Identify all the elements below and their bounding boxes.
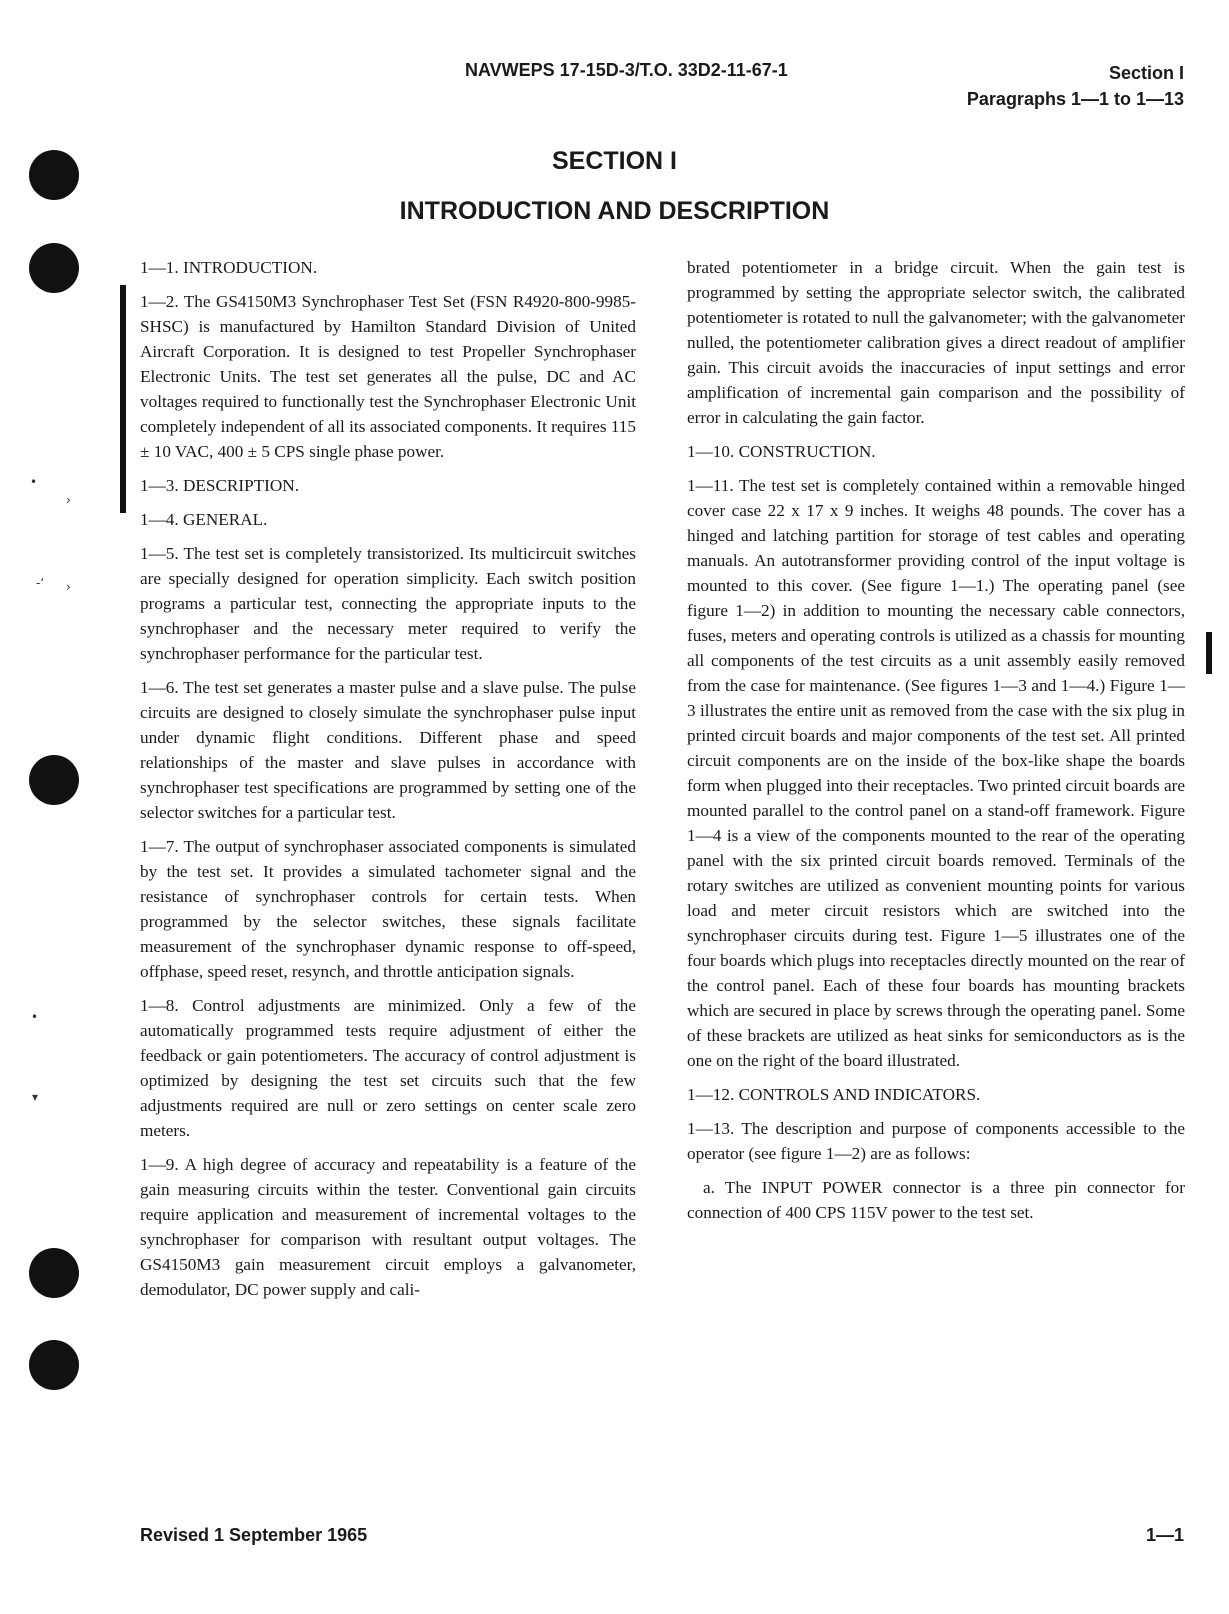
paragraph-1-11: 1—11. The test set is completely contained within a removable hinged cover case 22 x 17 x 9 inches. It weighs 48 pounds. The cover has a hinged and latching partition for storage of test cables and operating manuals. An autotransformer providing control of the input voltage is mounted to this cover. (See figure 1—1.) The operating panel (see figure 1—2) in addition to mounting the necessary cable connectors, fuses, meters and operating controls is utilized as a chassis for mounting all components of the test circuits as a unit assembly easily removed from the case for maintenance. (See figures 1—3 and 1—4.) Figure 1—3 illustrates the entire unit as removed from the case with the six plug in printed circuit boards and major components of the test set. All printed circuit components are on the inside of the box-like shape the boards form when plugged into their receptacles. Two printed circuit boards are mounted parallel to the control panel on a stand-off framework. Figure 1—4 is a view of the components mounted to the rear of the operating panel with the six printed circuit boards removed. Terminals of the rotary switches are utilized as convenient mounting points for various load and meter circuit resistors which are switched into the synchrophaser circuits during test. Figure 1—5 illustrates one of the four boards which plugs into receptacles directly mounted on the rear of the control panel. Each of these four boards has mounting brackets which are secured in place by screws through the operating panel. Some of these brackets are utilized as heat sinks for semiconductors as is the one on the right of the board illustrated. [687, 476, 1185, 1070]
binder-hole-2 [29, 243, 79, 293]
right-column [687, 255, 1185, 1234]
scan-speck: • [31, 1010, 39, 1024]
page-number: 1—1 [1145, 1525, 1184, 1545]
paragraph-1-13-a: a. The INPUT POWER connector is a three pin connector for connection of 400 CPS 115V power to the test set. [687, 1178, 1185, 1222]
binder-hole-5 [29, 1340, 79, 1390]
scan-speck: • [30, 475, 38, 489]
scan-speck: ▾ [32, 1090, 39, 1104]
paragraph-1-2: 1—2. The GS4150M3 Synchrophaser Test Set (FSN R4920-800-9985-SHSC) is manufactured by Hamilton Standard Division of United Aircraft Corporation. It is designed to test Propeller Synchrophaser Electronic Units. The test set generates all the pulse, DC and AC voltages required to functionally test the Synchrophaser Electronic Unit completely independent of all its associated components. It requires 115 ± 10 VAC, 400 ± 5 CPS single phase power. [140, 292, 636, 461]
paragraph-1-6: 1—6. The test set generates a master pulse and a slave pulse. The pulse circuits are designed to closely simulate the synchrophaser pulse input under dynamic flight conditions. Different phase and speed relationships of the master and slave pulses in accordance with synchrophaser test specifications are programmed by setting one of the selector switches for a particular test. [140, 678, 636, 822]
heading-construction: 1—10. CONSTRUCTION. [687, 442, 876, 461]
heading-controls-and-indicators: 1—12. CONTROLS AND INDICATORS. [687, 1085, 981, 1104]
document-number: NAVWEPS 17-15D-3/T.O. 33D2-11-67-1 [465, 60, 788, 80]
section-label: Section I [1108, 63, 1184, 83]
section-title: SECTION I [551, 147, 677, 175]
heading-general: 1—4. GENERAL. [140, 510, 268, 529]
heading-description: 1—3. DESCRIPTION. [140, 476, 299, 495]
change-bar [120, 285, 126, 513]
section-reference [967, 60, 1184, 112]
section-subtitle: INTRODUCTION AND DESCRIPTION [399, 197, 830, 225]
binder-hole-3 [29, 755, 79, 805]
revision-date: Revised 1 September 1965 [140, 1525, 368, 1545]
scan-speck: › [66, 493, 71, 507]
paragraph-1-9-continued: brated potentiometer in a bridge circuit. When the gain test is programmed by setting the appropriate selector switch, the calibrated potentiometer is rotated to null the galvanometer; with the galvanometer nulled, the potentiometer calibration gives a direct readout of amplifier gain. This circuit avoids the inaccuracies of input settings and error amplification of incremental gain comparison and the possibility of error in calculating the gain factor. [687, 258, 1185, 427]
left-column [140, 255, 636, 1311]
heading-introduction: 1—1. INTRODUCTION. [140, 258, 318, 277]
paragraph-1-5: 1—5. The test set is completely transistorized. Its multicircuit switches are specially designed for operation simplicity. Each switch position programs a particular test, connecting the appropriate inputs to the synchrophaser and the necessary meter required to verify the synchrophaser performance for the particular test. [140, 544, 636, 663]
paragraph-1-13: 1—13. The description and purpose of components accessible to the operator (see figure 1—2) are as follows: [687, 1119, 1185, 1163]
binder-hole-4 [29, 1248, 79, 1298]
scan-speck: -‘ [36, 576, 45, 590]
paragraph-1-8: 1—8. Control adjustments are minimized. Only a few of the automatically programmed tests require adjustment of either the feedback or gain potentiometers. The accuracy of control adjustment is optimized by designing the test set circuits such that the few adjustments required are null or zero settings on center scale zero meters. [140, 996, 636, 1140]
paragraph-1-7: 1—7. The output of synchrophaser associated components is simulated by the test set. It provides a simulated tachometer signal and the resistance of synchrophaser controls for certain tests. When programmed by the selector switches, these signals facilitate measurement of the synchrophaser dynamic response to off-speed, offphase, speed reset, resynch, and throttle anticipation signals. [140, 837, 636, 981]
scan-speck: › [66, 580, 71, 594]
change-bar [1206, 632, 1212, 674]
paragraph-range: Paragraphs 1—1 to 1—13 [966, 89, 1184, 109]
paragraph-1-9: 1—9. A high degree of accuracy and repeatability is a feature of the gain measuring circuits within the tester. Conventional gain circuits require application and measurement of incremental voltages to the synchrophaser for comparison with resultant output voltages. The GS4150M3 gain measurement circuit employs a galvanometer, demodulator, DC power supply and cali- [140, 1155, 636, 1299]
